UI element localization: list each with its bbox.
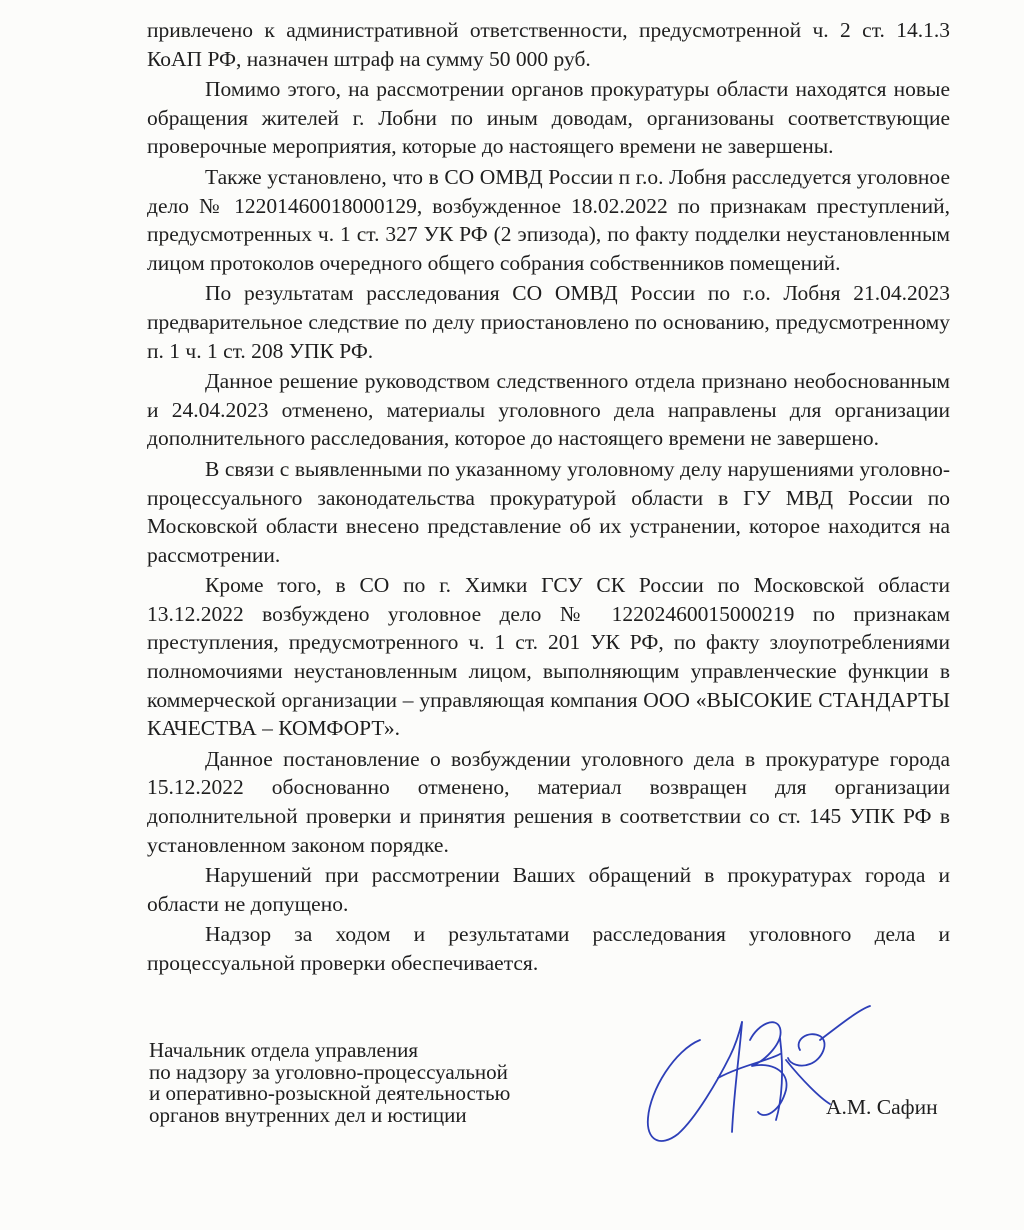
signer-name: А.М. Сафин <box>826 1095 938 1119</box>
paragraph: Надзор за ходом и результатами расследования уголовного дела и процессуальной проверки обеспечивается. <box>147 922 950 975</box>
signatory-position-line: и оперативно-розыскной деятельностью <box>149 1081 511 1105</box>
signatory-position-line: Начальник отдела управления <box>149 1038 419 1062</box>
signatory-position-line: органов внутренних дел и юстиции <box>149 1102 467 1127</box>
paragraph: Нарушений при рассмотрении Ваших обращений в прокуратурах города и области не допущено. <box>147 863 950 916</box>
letter-body <box>147 16 950 980</box>
signatory-position <box>149 1040 510 1126</box>
paragraph: Данное решение руководством следственного отдела признано необоснованным и 24.04.2023 отменено, материалы уголовного дела направлены для организации дополнительного расследования, которое до настоящего времени не завершено. <box>147 369 950 451</box>
handwritten-signature <box>630 1000 890 1160</box>
paragraph: Данное постановление о возбуждении уголовного дела в прокуратуре города 15.12.2022 обоснованно отменено, материал возвращен для организации дополнительной проверки и принятия решения в соответствии со ст. 145 УПК РФ в установленном законом порядке. <box>147 746 950 857</box>
paragraph: Помимо этого, на рассмотрении органов прокуратуры области находятся новые обращения жителей г. Лобни по иным доводам, организованы соответствующие проверочные мероприятия, которые до настоящего времени не завершены. <box>147 77 950 159</box>
paragraph: Также установлено, что в СО ОМВД России п г.о. Лобня расследуется уголовное дело № 12201460018000129, возбужденное 18.02.2022 по признакам преступлений, предусмотренных ч. 1 ст. 327 УК РФ (2 эпизода), по факту подделки неустановленным лицом протоколов очередного общего собрания собственников помещений. <box>147 164 950 275</box>
paragraph: В связи с выявленными по указанному уголовному делу нарушениями уголовно-процессуального законодательства прокуратурой области в ГУ МВД России по Московской области внесено представление об их устранении, которое находится на рассмотрении. <box>147 456 950 567</box>
paragraph: привлечено к административной ответственности, предусмотренной ч. 2 ст. 14.1.3 КоАП РФ, назначен штраф на сумму 50 000 руб. <box>147 18 950 71</box>
signatory-position-line: по надзору за уголовно-процессуальной <box>149 1059 508 1084</box>
paragraph: Кроме того, в СО по г. Химки ГСУ СК России по Московской области 13.12.2022 возбуждено уголовное дело № 12202460015000219 по признакам преступления, предусмотренного ч. 1 ст. 201 УК РФ, по факту злоупотреблениями полномочиями неустановленным лицом, выполняющим управленческие функции в коммерческой организации – управляющая компания ООО «ВЫСОКИЕ СТАНДАРТЫ КАЧЕСТВА – КОМФОРТ». <box>147 573 950 741</box>
paragraph: По результатам расследования СО ОМВД России по г.о. Лобня 21.04.2023 предварительное следствие по делу приостановлено по основанию, предусмотренному п. 1 ч. 1 ст. 208 УПК РФ. <box>147 281 950 363</box>
